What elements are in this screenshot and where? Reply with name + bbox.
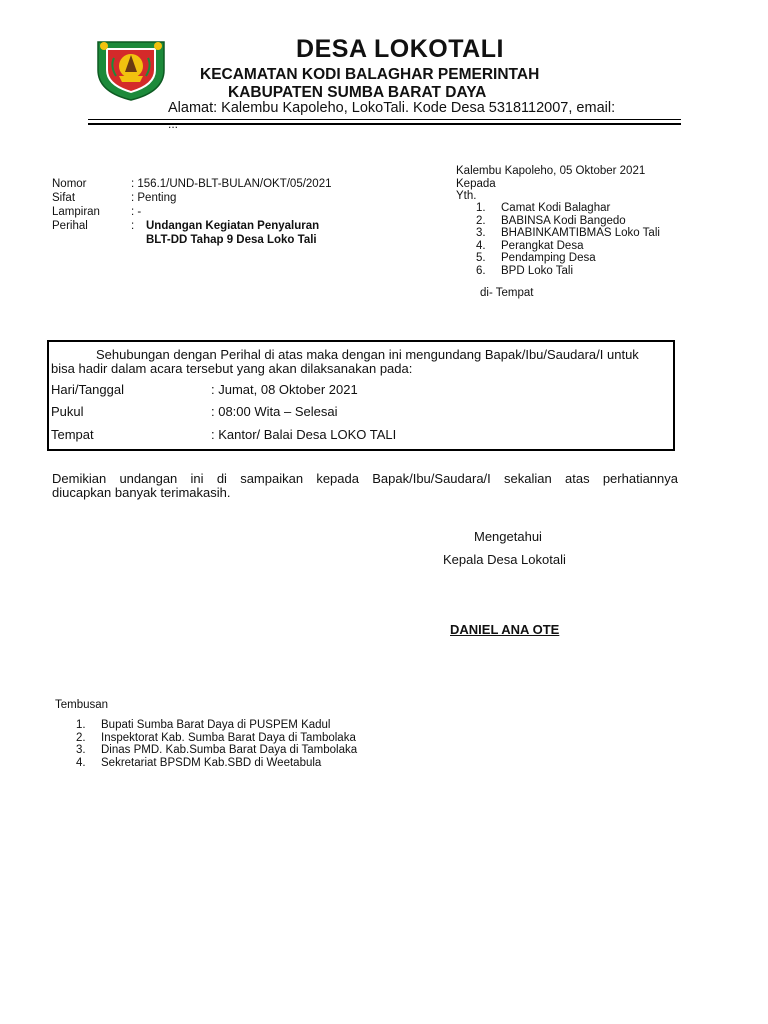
di-tempat: di- Tempat [480,287,534,299]
lampiran-label: Lampiran [52,206,100,218]
list-item: 3. Dinas PMD. Kab.Sumba Barat Daya di Tambolaka [76,744,358,756]
list-item: 1. Bupati Sumba Barat Daya di PUSPEM Kadul [76,719,331,731]
sifat-value: : Penting [131,192,177,204]
list-item: 2. Inspektorat Kab. Sumba Barat Daya di Tambolaka [76,731,356,744]
intro-line2: bisa hadir dalam acara tersebut yang akan dilaksanakan pada: [51,361,413,376]
mengetahui-label: Mengetahui [474,529,542,544]
list-item: 2. BABINSA Kodi Bangedo [476,214,626,227]
address-continuation: ... [168,117,179,131]
sifat-label: Sifat [52,192,76,204]
yth-label: Yth. [456,190,477,202]
closing-line1: Demikian undangan ini di sampaikan kepada Bapak/Ibu/Saudara/I sekalian atas perhatiannya [52,471,678,486]
tempat-label: Tempat [51,427,94,442]
place-date: Kalembu Kapoleho, 05 Oktober 2021 [456,165,646,177]
signer-position: Kepala Desa Lokotali [443,552,566,567]
address-line: Alamat: Kalembu Kapoleho, LokoTali. Kode Desa 5318112007, email: [168,100,616,116]
signer-name: DANIEL ANA OTE [450,622,560,637]
lampiran-value: : - [131,206,142,218]
hari-label: Hari/Tanggal [51,382,124,397]
list-item: 4. Sekretariat BPSDM Kab.SBD di Weetabula [76,756,322,769]
recipient-list [476,202,660,277]
perihal-line1: Undangan Kegiatan Penyaluran [146,220,320,232]
pukul-label: Pukul [51,404,84,419]
list-item: 5. Pendamping Desa [476,252,596,264]
pukul-value: : 08:00 Wita – Selesai [211,404,338,419]
regency-subtitle: KABUPATEN SUMBA BARAT DAYA [228,84,487,101]
perihal-colon: : [131,220,135,232]
hari-value: : Jumat, 08 Oktober 2021 [211,382,358,397]
intro-line1: Sehubungan dengan Perihal di atas maka dengan ini mengundang Bapak/Ibu/Saudara/I untuk [96,347,639,362]
list-item: 3. BHABINKAMTIBMAS Loko Tali [476,227,660,239]
nomor-value: : 156.1/UND-BLT-BULAN/OKT/05/2021 [131,178,332,190]
closing-line2: diucapkan banyak terimakasih. [52,485,231,500]
perihal-label: Perihal [52,220,88,232]
list-item: 6. BPD Loko Tali [476,264,574,277]
district-subtitle: KECAMATAN KODI BALAGHAR PEMERINTAH [200,66,540,83]
nomor-label: Nomor [52,178,87,190]
list-item: 1. Camat Kodi Balaghar [476,202,611,214]
village-title: DESA LOKOTALI [296,35,504,63]
perihal-line2: BLT-DD Tahap 9 Desa Loko Tali [146,234,317,246]
list-item: 4. Perangkat Desa [476,239,584,252]
tembusan-list [76,719,357,769]
kepada-label: Kepada [456,178,496,190]
tempat-value: : Kantor/ Balai Desa LOKO TALI [211,427,397,442]
tembusan-label: Tembusan [55,699,109,711]
